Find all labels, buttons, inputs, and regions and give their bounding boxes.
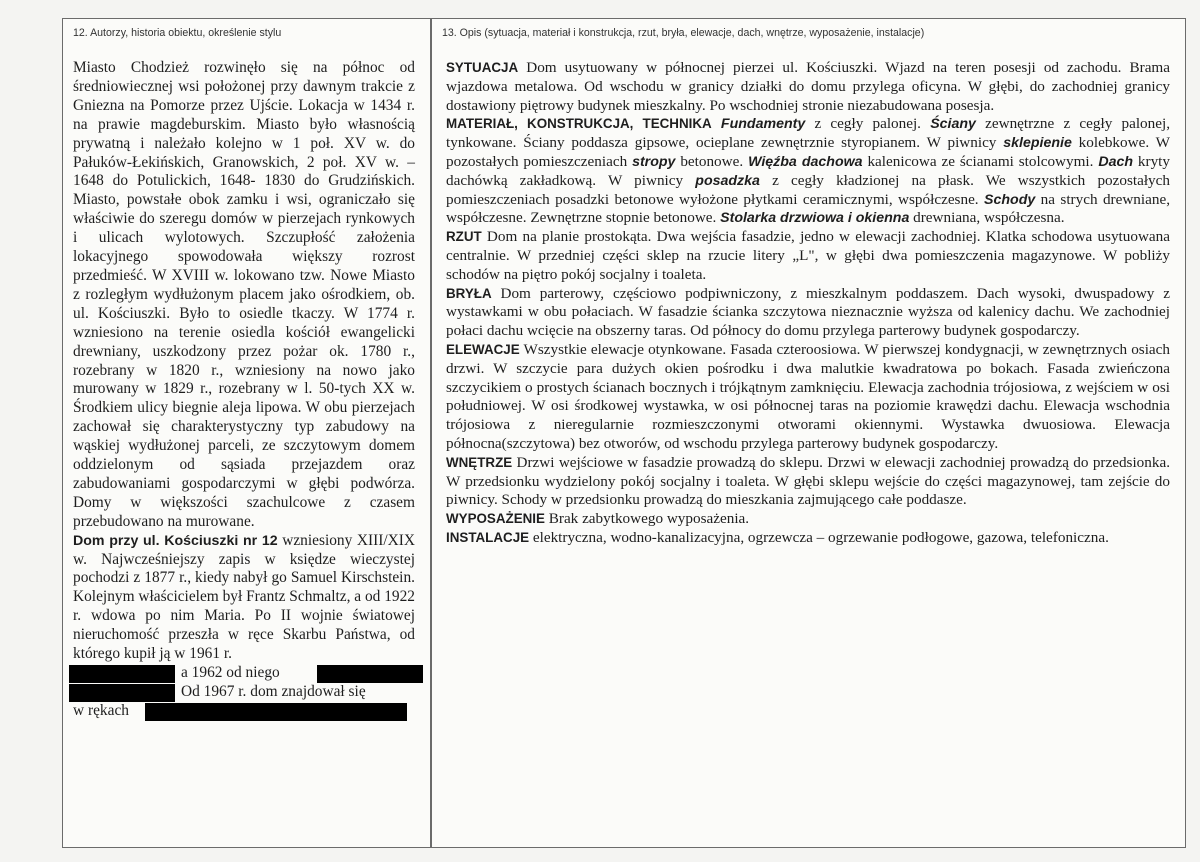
section-label: RZUT (446, 229, 482, 245)
section-instalacje (446, 529, 1170, 548)
house-history: wzniesiony XIII/XIX w. Najwcześniejszy zapis w księdze wieczystej pochodzi z 1877 r., kiedy nabył go Samuel Kirschstein. Kolejnym właścicielem był Frantz Schmaltz, a od 1922 r. wdowa po nim Maria. Po II wojnie światowej nieruchomość przeszła w ręce Skarbu Państwa, od którego kupił ją w 1961 r. (73, 531, 415, 663)
section-wyposazenie (446, 510, 1170, 529)
redaction-block (145, 703, 407, 721)
history-header: 12. Autorzy, historia obiektu, określenie stylu (73, 27, 282, 39)
section-text: betonowe. (675, 152, 749, 170)
term: stropy (632, 153, 676, 170)
section-sytuacja (446, 59, 1170, 115)
section-label: SYTUACJA (446, 60, 519, 75)
section-label: WNĘTRZE (446, 454, 513, 470)
section-text: kolebkowe. W pozostałych pomieszczeniach (446, 134, 1170, 170)
history-column (62, 18, 431, 848)
description-text (446, 59, 1170, 548)
section-text: drewniana, współczesna. (909, 209, 1065, 227)
section-label: WYPOSAŻENIE (446, 511, 545, 527)
house-heading: Dom przy ul. Kościuszki nr 12 (73, 532, 278, 549)
redacted-line-3-text: w rękach (73, 702, 129, 719)
section-text: kalenicowa ze ścianami stolcowymi. (862, 152, 1099, 170)
section-text: Dom usytuowany w północnej pierzei ul. Kościuszki. Wjazd na teren posesji od zachodu. Brama wjazdowa metalowa. Od wschodu w granicy działki do domu przylega oficyna. W głębi, do zachodniej granicy dostawiony piętrowy budynek mieszkalny. Po wschodniej stronie niezabudowana posesja. (446, 59, 1170, 114)
description-column (431, 18, 1186, 848)
term: posadzka (695, 172, 760, 189)
history-text (73, 59, 415, 721)
section-label: INSTALACJE (446, 529, 530, 545)
term: Dach (1098, 153, 1134, 170)
section-rzut (446, 228, 1170, 284)
section-label: BRYŁA (446, 285, 492, 301)
section-wnetrze (446, 454, 1170, 510)
section-text: zewnętrzne z cegły palonej, tynkowane. Ściany poddasza gipsowe, ocieplane zewnętrznie styropianem. W piwnicy (446, 115, 1170, 152)
section-elewacje (446, 341, 1170, 454)
history-paragraph-2 (73, 532, 415, 664)
section-material (446, 115, 1170, 228)
section-text: z cegły palonej. (805, 115, 931, 133)
term: Więźba dachowa (748, 153, 863, 170)
section-bryla (446, 285, 1170, 341)
history-paragraph-1: Miasto Chodzież rozwinęło się na północ od średniowiecznej wsi położonej przy dawnym trakcie z Gniezna na Pomorze przez Ujście. Lokacja w 1434 r. na prawie magdeburskim. Miasto było własnością prywatną i należało kolejno w 1 poł. XV w. do Pałuków-Łekińskich, Granowskich, 2 poł. XV w. – 1648 do Potulickich, 1648- 1830 do Grudzińskich. Miasto, powstałe obok zamku i wsi, ograniczało się właściwie do szeregu domów w pierzejach rynkowych i ulicach wylotowych. Szczupłość założenia lokacyjnego spowodowała większy rozrost przedmieść. W XVIII w. lokowano tzw. Nowe Miasto z rozległym wydłużonym placem jako ośrodkiem, ob. ul. Kościuszki. Było to osiedle tkaczy. W 1774 r. wzniesiono na terenie osiedla kościół ewangelicki drewniany, uszkodzony przez pożar ok. 1780 r., rozebrany w 1820 r., wzniesiony na nowo jako murowany w 1829 r., rozebrany w l. 50-tych XX w. Środkiem ulicy biegnie aleja lipowa. W obu pierzejach zachował się charakterystyczny typ zabudowy na wąskiej wydłużonej parceli, ze szczytowym domem oddzielonym od sąsiada przejazdem oraz zabudowaniami gospodarczymi w głębi podwórza. Domy w większości szachulcowe z czasem przebudowano na murowane. (73, 59, 415, 530)
section-text: na strych drewniane, współczesne. Zewnętrzne stopnie betonowe. (446, 190, 1170, 227)
section-text: Brak zabytkowego wyposażenia. (544, 510, 750, 528)
section-text: Drzwi wejściowe w fasadzie prowadzą do sklepu. Drzwi w elewacji zachodniej prowadzą do przedsionka. W przedsionku wydzielony pokój socjalny i toaleta. W głębi sklepu wejście do części magazynowej, tam zejście do piwnicy. Schody w przedsionku prowadzą do mieszkania zajmującego całe poddasze. (446, 453, 1170, 509)
term: Schody (984, 191, 1036, 208)
section-label: MATERIAŁ, KONSTRUKCJA, TECHNIKA (446, 116, 712, 132)
section-text: Wszystkie elewacje otynkowane. Fasada czteroosiowa. W pierwszej kondygnacji, w zewnętrznych osiach drzwi. W szczycie para dużych okien pośrodku i dwa malutkie kwadratowa po bokach. Fasada zwieńczona szczycikiem o prostych ścianach bocznych i trójkątnym zamknięciu. Elewacja zachodnia trójosiowa, z wejściem w osi południowej. W osi środkowej wystawka, w osi północnej taras na poziomie krawędzi dachu. Elewacja wschodnia trójosiowa z nieregularnie rozmieszczonymi otworami okiennymi. Wystawka dwuosiowa. Elewacja północna(szczytowa) bez otworów, od wschodu przylega parterowy budynek gospodarczy. (446, 340, 1170, 452)
section-text: Dom na planie prostokąta. Dwa wejścia fasadzie, jedno w elewacji zachodniej. Klatka schodowa usytuowana centralnie. W przedniej części sklep na rzucie litery „L", w głębi dwa pomieszczenia magazynowe. W pobliży schodów na piętro pokój socjalny i toaleta. (446, 228, 1170, 283)
redaction-block (69, 665, 175, 683)
description-header: 13. Opis (sytuacja, materiał i konstrukcja, rzut, bryła, elewacje, dach, wnętrze, wyposażenie, instalacje) (442, 27, 925, 39)
redacted-line-1 (73, 664, 415, 683)
redacted-line-1-text: a 1962 od niego (181, 664, 280, 681)
section-text: z cegły kładzionej na płask. We wszystkich pozostałych pomieszczeniach posadzki betonowe wyłożone płytkami ceramicznymi, współczesne. (446, 171, 1170, 208)
term: Fundamenty (720, 116, 806, 133)
term: Stolarka drzwiowa i okienna (720, 210, 910, 227)
redaction-block (69, 684, 175, 702)
section-text: kryty dachówką zakładkową. W piwnicy (446, 152, 1170, 189)
section-text: Dom parterowy, częściowo podpiwniczony, z mieszkalnym poddaszem. Dach wysoki, dwuspadowy z wystawkami w obu połaciach. W fasadzie ścianka szczytowa nieznacznie wyższa od kalenicy dachu. We zachodniej połaci dachu wcięcie na obszerny taras. Od północy do domu przylega parterowy budynek gospodarczy. (446, 284, 1170, 340)
redacted-line-2-text: Od 1967 r. dom znajdował się (181, 683, 366, 700)
section-text: elektryczna, wodno-kanalizacyjna, ogrzewcza – ogrzewanie podłogowe, gazowa, telefoniczna. (529, 528, 1109, 546)
term: sklepienie (1003, 135, 1072, 152)
term: Ściany (930, 116, 976, 133)
redacted-line-2 (73, 683, 415, 702)
redaction-block (317, 665, 423, 683)
redacted-line-3 (73, 702, 415, 721)
section-label: ELEWACJE (446, 341, 520, 357)
form-page (62, 18, 1186, 848)
